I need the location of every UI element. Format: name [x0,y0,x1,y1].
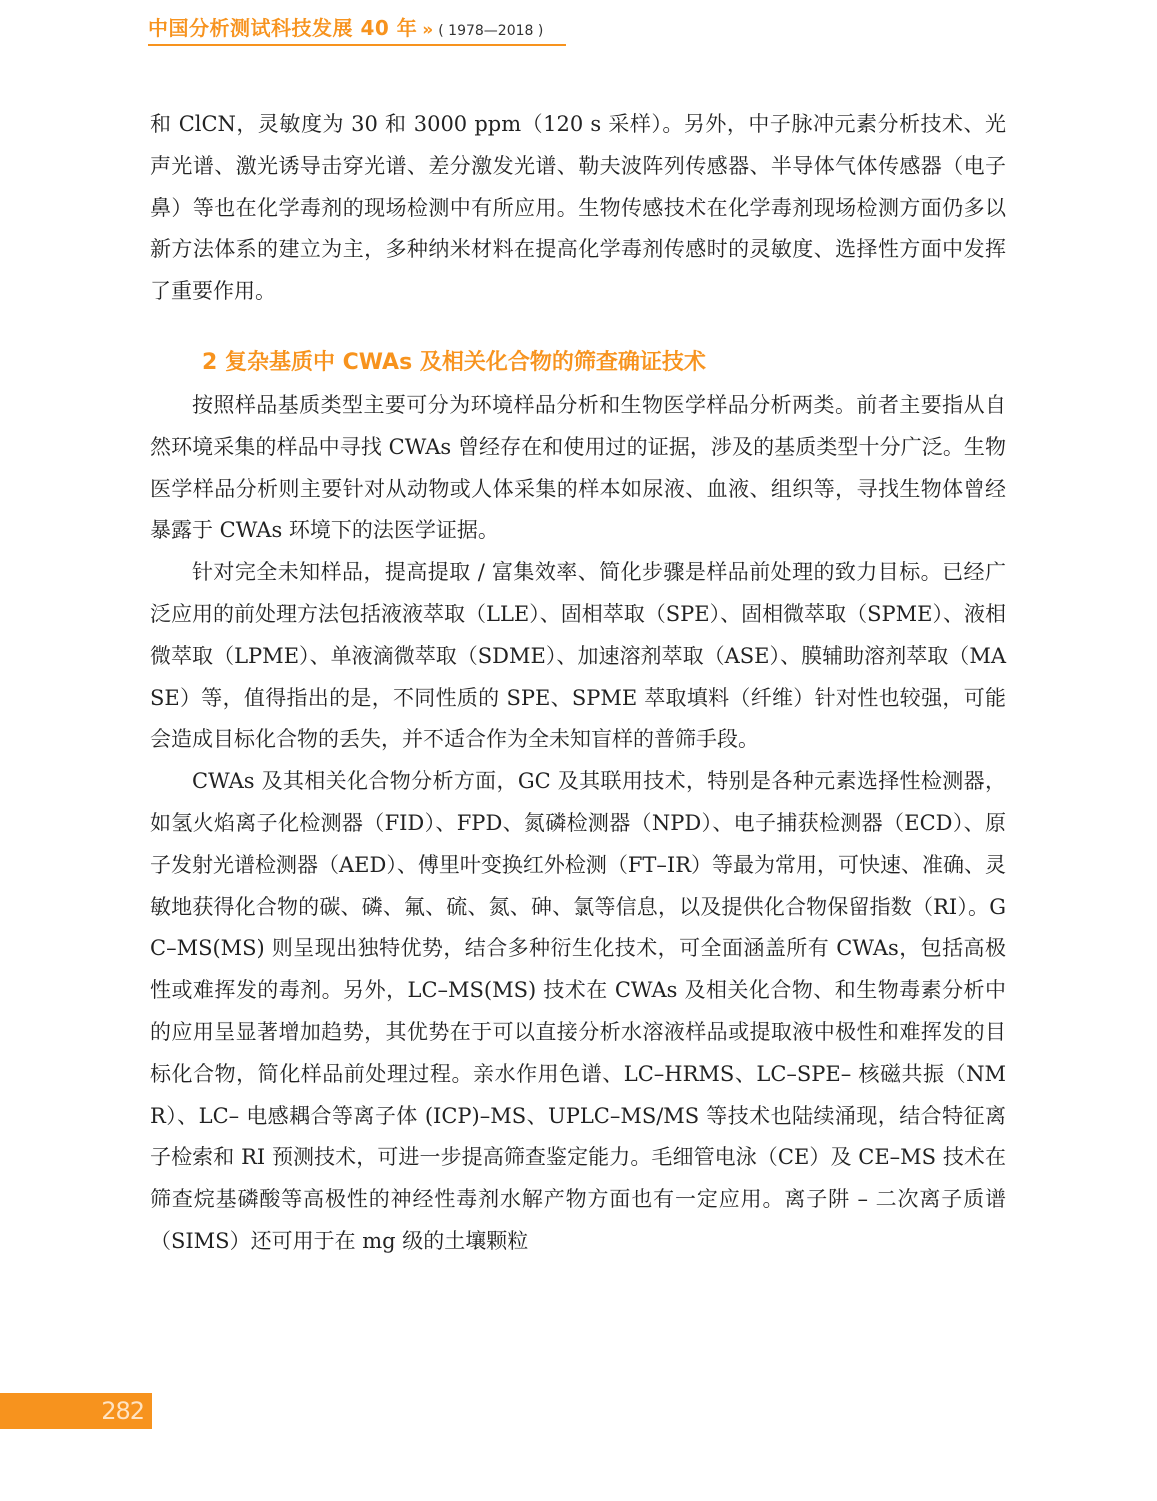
page-number-box [0,1393,152,1429]
book-years: ( 1978—2018 ) [438,23,544,39]
header-rule [148,44,566,46]
section-heading: 2 复杂基质中 CWAs 及相关化合物的筛查确证技术 [202,349,706,375]
page-number: 282 [101,1397,144,1425]
running-header [148,12,543,42]
paragraph: 按照样品基质类型主要可分为环境样品分析和生物医学样品分析两类。前者主要指从自然环境采集的样品中寻找 CWAs 曾经存在和使用过的证据，涉及的基质类型十分广泛。生物医学样品分析则主要针对从动物或人体采集的样本如尿液、血液、组织等，寻找生物体曾经暴露于 CWAs 环境下的法医学证据。 [150,392,1006,543]
paragraph: 针对完全未知样品，提高提取 / 富集效率、简化步骤是样品前处理的致力目标。已经广泛应用的前处理方法包括液液萃取（LLE）、固相萃取（SPE）、固相微萃取（SPME）、液相微萃取（LPME）、单液滴微萃取（SDME）、加速溶剂萃取（ASE）、膜辅助溶剂萃取（MASE）等，值得指出的是，不同性质的 SPE、SPME 萃取填料（纤维）针对性也较强，可能会造成目标化合物的丢失，并不适合作为全未知盲样的普筛手段。 [150,560,1006,752]
paragraph: CWAs 及其相关化合物分析方面，GC 及其联用技术，特别是各种元素选择性检测器，如氢火焰离子化检测器（FID）、FPD、氮磷检测器（NPD）、电子捕获检测器（ECD）、原子发射光谱检测器（AED）、傅里叶变换红外检测（FT–IR）等最为常用，可快速、准确、灵敏地获得化合物的碳、磷、氟、硫、氮、砷、氯等信息，以及提供化合物保留指数（RI）。GC–MS(MS) 则呈现出独特优势，结合多种衍生化技术，可全面涵盖所有 CWAs，包括高极性或难挥发的毒剂。另外，LC–MS(MS) 技术在 CWAs 及相关化合物、和生物毒素分析中的应用呈显著增加趋势，其优势在于可以直接分析水溶液样品或提取液中极性和难挥发的目标化合物，简化样品前处理过程。亲水作用色谱、LC–HRMS、LC–SPE– 核磁共振（NMR）、LC– 电感耦合等离子体 (ICP)–MS、UPLC–MS/MS 等技术也陆续涌现，结合特征离子检索和 RI 预测技术，可进一步提高筛查鉴定能力。毛细管电泳（CE）及 CE–MS 技术在筛查烷基磷酸等高极性的神经性毒剂水解产物方面也有一定应用。离子阱 – 二次离子质谱（SIMS）还可用于在 mg 级的土壤颗粒 [150,769,1007,1253]
paragraph-continued: 和 ClCN，灵敏度为 30 和 3000 ppm（120 s 采样）。另外，中子脉冲元素分析技术、光声光谱、激光诱导击穿光谱、差分激发光谱、勒夫波阵列传感器、半导体气体传感器（电子鼻）等也在化学毒剂的现场检测中有所应用。生物传感技术在化学毒剂现场检测方面仍多以新方法体系的建立为主，多种纳米材料在提高化学毒剂传感时的灵敏度、选择性方面中发挥了重要作用。 [150,112,1006,304]
book-title: 中国分析测试科技发展 40 年 [148,16,418,40]
double-chevron-icon: » [422,20,434,40]
page-body [150,104,1006,1263]
